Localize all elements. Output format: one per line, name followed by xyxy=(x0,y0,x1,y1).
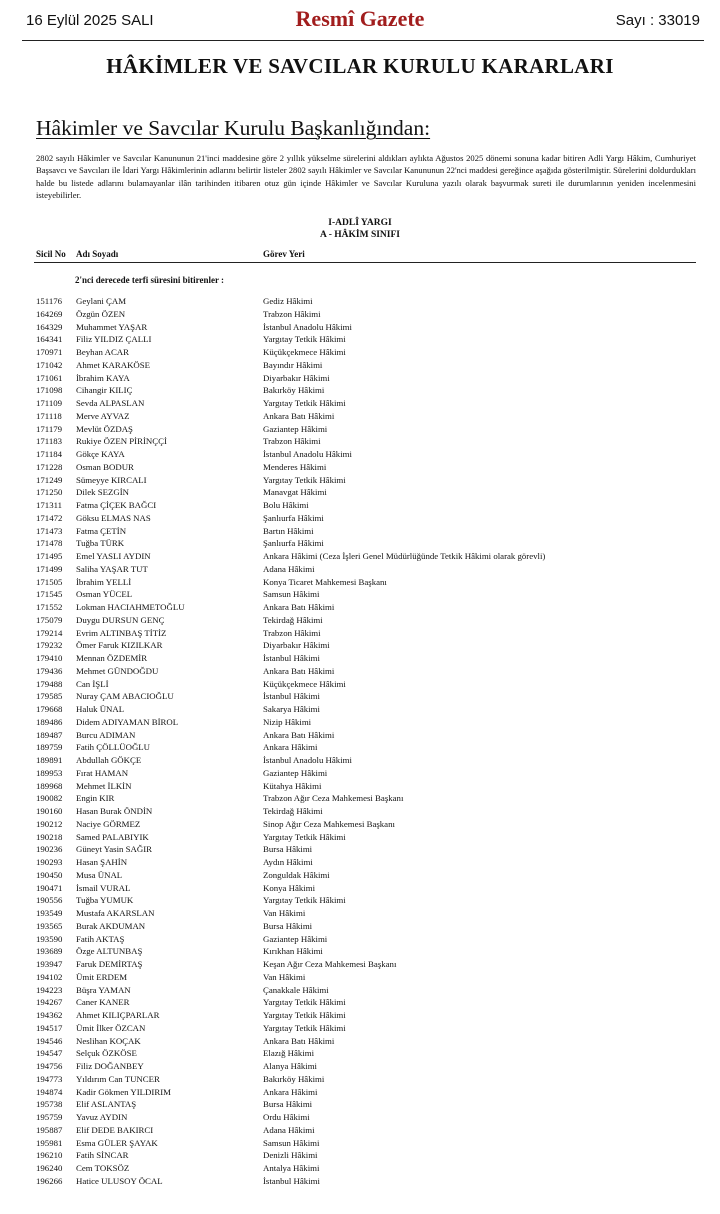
duty-station: Antalya Hâkimi xyxy=(263,1163,320,1173)
full-name: Cihangir KILIÇ xyxy=(76,385,133,396)
duty-station: Yargıtay Tetkik Hâkimi xyxy=(263,997,346,1008)
list-item xyxy=(0,410,720,423)
column-header-duty: Görev Yeri xyxy=(263,249,305,259)
sicil-no: 171098 xyxy=(36,385,63,396)
list-item xyxy=(0,856,720,869)
duty-station: Bayındır Hâkimi xyxy=(263,359,323,370)
duty-station: İstanbul Hâkimi xyxy=(263,691,320,702)
sicil-no: 171061 xyxy=(36,372,63,383)
list-item xyxy=(0,576,720,589)
list-item xyxy=(0,448,720,461)
duty-station: Yargıtay Tetkik Hâkimi xyxy=(263,474,346,485)
list-item xyxy=(0,321,720,334)
duty-station: Ankara Batı Hâkimi xyxy=(263,410,335,421)
sicil-no: 179585 xyxy=(36,691,63,702)
full-name: Haluk ÜNAL xyxy=(76,704,125,714)
full-name: Elif ASLANTAŞ xyxy=(76,1099,137,1110)
duty-station: Van Hâkimi xyxy=(263,971,306,982)
sicil-no: 179232 xyxy=(36,640,63,651)
full-name: Kadir Gökmen YILDIRIM xyxy=(76,1086,171,1097)
duty-station: Bakırköy Hâkimi xyxy=(263,385,325,396)
list-item xyxy=(0,1149,720,1162)
list-item xyxy=(0,818,720,831)
sicil-no: 179214 xyxy=(36,627,63,638)
duty-station: Sakarya Hâkimi xyxy=(263,704,320,714)
sicil-no: 190236 xyxy=(36,844,63,855)
duty-station: Denizli Hâkimi xyxy=(263,1150,318,1161)
duty-station: Yargıtay Tetkik Hâkimi xyxy=(263,398,346,408)
list-item xyxy=(0,678,720,691)
sicil-no: 164269 xyxy=(36,308,63,319)
list-item xyxy=(0,741,720,754)
sicil-no: 171495 xyxy=(36,551,63,561)
sicil-no: 190556 xyxy=(36,895,63,906)
duty-station: Küçükçekmece Hâkimi xyxy=(263,678,346,689)
list-item xyxy=(0,384,720,397)
sicil-no: 175079 xyxy=(36,614,63,625)
duty-station: Konya Hâkimi xyxy=(263,882,316,893)
duty-station: Bartın Hâkimi xyxy=(263,525,314,536)
full-name: Fatma ÇETİN xyxy=(76,525,127,536)
sicil-no: 171183 xyxy=(36,436,63,447)
sicil-no: 171109 xyxy=(36,398,63,408)
list-item xyxy=(0,461,720,474)
duty-station: Gaziantep Hâkimi xyxy=(263,423,328,434)
list-item xyxy=(0,984,720,997)
list-item xyxy=(0,359,720,372)
list-item xyxy=(0,588,720,601)
header-rule xyxy=(22,40,704,41)
list-item xyxy=(0,308,720,321)
duty-station: Şanlıurfa Hâkimi xyxy=(263,512,324,523)
duty-station: Manavgat Hâkimi xyxy=(263,487,327,498)
full-name: Samed PALABIYIK xyxy=(76,831,149,842)
sicil-no: 195738 xyxy=(36,1099,63,1110)
duty-station: İstanbul Hâkimi xyxy=(263,1175,320,1186)
full-name: Mehmet GÜNDOĞDU xyxy=(76,665,159,676)
column-header-id: Sicil No xyxy=(36,249,66,259)
duty-station: Tekirdağ Hâkimi xyxy=(263,614,323,625)
sicil-no: 194362 xyxy=(36,1010,63,1020)
full-name: Saliha YAŞAR TUT xyxy=(76,563,148,574)
list-item xyxy=(0,512,720,525)
full-name: Lokman HACIAHMETOĞLU xyxy=(76,602,185,612)
duty-station: İstanbul Anadolu Hâkimi xyxy=(263,449,352,459)
full-name: Abdullah GÖKÇE xyxy=(76,755,142,765)
list-item xyxy=(0,767,720,780)
full-name: Mustafa AKARSLAN xyxy=(76,908,155,918)
sicil-no: 171552 xyxy=(36,602,63,612)
full-name: Rukiye ÖZEN PİRİNÇÇİ xyxy=(76,436,167,447)
full-name: İbrahim KAYA xyxy=(76,372,130,383)
list-item xyxy=(0,1111,720,1124)
full-name: Osman BODUR xyxy=(76,461,134,472)
list-item xyxy=(0,295,720,308)
list-item xyxy=(0,690,720,703)
sicil-no: 171545 xyxy=(36,589,63,600)
sicil-no: 189487 xyxy=(36,729,63,740)
full-name: Mevlüt ÖZDAŞ xyxy=(76,423,133,434)
list-item xyxy=(0,614,720,627)
list-item xyxy=(0,945,720,958)
full-name: Naciye GÖRMEZ xyxy=(76,818,141,829)
column-header-rule xyxy=(34,262,696,263)
duty-station: Van Hâkimi xyxy=(263,908,306,918)
list-item xyxy=(0,996,720,1009)
duty-station: Diyarbakır Hâkimi xyxy=(263,372,330,383)
list-item xyxy=(0,601,720,614)
list-item xyxy=(0,1124,720,1137)
list-item xyxy=(0,435,720,448)
duty-station: İstanbul Hâkimi xyxy=(263,653,320,663)
full-name: Cem TOKSÖZ xyxy=(76,1163,130,1173)
subsection-heading: A - HÂKİM SINIFI xyxy=(320,230,400,240)
list-item xyxy=(0,843,720,856)
full-name: Ümit İlker ÖZCAN xyxy=(76,1022,146,1033)
full-name: Ahmet KILIÇPARLAR xyxy=(76,1010,160,1020)
list-item xyxy=(0,397,720,410)
announcement-paragraph: 2802 sayılı Hâkimler ve Savcılar Kanununun 21'inci maddesine göre 2 yıllık yükselme sürelerini aldıkları aylıkta Ağustos 2025 dönemi sonuna kadar bitiren Adli Yargı Hâkim, Cumhuriyet Başsavcı ve Savcıları ile İdari Yargı Hâkimlerinin adlarını belirtir listeler 2802 sayılı Hâkimler ve Savcılar Kanununun 22'nci maddesi gereğince aşağıda gösterilmiştir. Sürelerini doldurdukları halde bu listede adlarını bulamayanlar ilân tarihinden itibaren otuz gün içinde Hâkimler ve Savcılar Kuruluna yazılı olarak başvurmak sureti ile durumlarının yeniden incelenmesini isteyebilirler. xyxy=(36,153,696,201)
sicil-no: 171184 xyxy=(36,449,63,459)
duty-station: Elazığ Hâkimi xyxy=(263,1048,315,1059)
sicil-no: 179488 xyxy=(36,678,63,689)
list-item xyxy=(0,1086,720,1099)
list-item xyxy=(0,920,720,933)
duty-station: Yargıtay Tetkik Hâkimi xyxy=(263,1022,346,1033)
duty-station: Tekirdağ Hâkimi xyxy=(263,806,323,816)
sicil-no: 190293 xyxy=(36,857,63,867)
sicil-no: 193590 xyxy=(36,933,63,944)
sicil-no: 194546 xyxy=(36,1035,63,1046)
list-item xyxy=(0,627,720,640)
duty-station: Yargıtay Tetkik Hâkimi xyxy=(263,831,346,842)
full-name: Güneyt Yasin SAĞIR xyxy=(76,844,153,855)
list-item xyxy=(0,754,720,767)
sicil-no: 171473 xyxy=(36,525,63,536)
full-name: Yıldırım Can TUNCER xyxy=(76,1073,160,1084)
duty-station: Gediz Hâkimi xyxy=(263,296,313,306)
sicil-no: 194773 xyxy=(36,1073,63,1084)
full-name: Nuray ÇAM ABACIOĞLU xyxy=(76,691,174,702)
list-item xyxy=(0,1022,720,1035)
sicil-no: 164329 xyxy=(36,321,63,332)
full-name: Osman YÜCEL xyxy=(76,589,133,600)
duty-station: Ankara Hâkimi xyxy=(263,742,318,753)
duty-station: Ankara Batı Hâkimi xyxy=(263,729,335,740)
duty-station: Diyarbakır Hâkimi xyxy=(263,640,330,651)
full-name: Gökçe KAYA xyxy=(76,449,125,459)
full-name: Didem ADIYAMAN BİROL xyxy=(76,716,179,727)
sicil-no: 171505 xyxy=(36,576,63,587)
full-name: Burcu ADIMAN xyxy=(76,729,136,740)
duty-station: Ordu Hâkimi xyxy=(263,1112,310,1122)
column-header-name: Adı Soyadı xyxy=(76,249,119,259)
sicil-no: 189968 xyxy=(36,780,63,791)
sicil-no: 189891 xyxy=(36,755,63,765)
list-item xyxy=(0,499,720,512)
list-item xyxy=(0,1047,720,1060)
duty-station: Samsun Hâkimi xyxy=(263,589,320,600)
list-item xyxy=(0,716,720,729)
sicil-no: 193689 xyxy=(36,946,63,957)
sicil-no: 190082 xyxy=(36,793,63,804)
full-name: Musa ÜNAL xyxy=(76,869,123,880)
full-name: Can İŞLİ xyxy=(76,678,109,689)
full-name: İsmail VURAL xyxy=(76,882,131,893)
sicil-no: 170971 xyxy=(36,347,63,357)
duty-station: Yargıtay Tetkik Hâkimi xyxy=(263,334,346,345)
duty-station: Konya Ticaret Mahkemesi Başkanı xyxy=(263,576,387,587)
list-item xyxy=(0,665,720,678)
full-name: Faruk DEMİRTAŞ xyxy=(76,959,143,969)
list-item xyxy=(0,474,720,487)
duty-station: Yargıtay Tetkik Hâkimi xyxy=(263,1010,346,1020)
full-name: Ümit ERDEM xyxy=(76,971,128,982)
duty-station: İstanbul Anadolu Hâkimi xyxy=(263,755,352,765)
sicil-no: 194547 xyxy=(36,1048,63,1059)
section-heading: I-ADLÎ YARGI xyxy=(328,218,392,228)
duty-station: Keşan Ağır Ceza Mahkemesi Başkanı xyxy=(263,959,397,969)
list-item xyxy=(0,933,720,946)
list-item xyxy=(0,1175,720,1188)
duty-station: Gaziantep Hâkimi xyxy=(263,767,328,778)
full-name: Büşra YAMAN xyxy=(76,984,131,995)
full-name: Dilek SEZGİN xyxy=(76,487,130,498)
list-item xyxy=(0,780,720,793)
sicil-no: 193565 xyxy=(36,920,63,931)
full-name: Merve AYVAZ xyxy=(76,410,130,421)
duty-station: Bursa Hâkimi xyxy=(263,920,313,931)
sicil-no: 194223 xyxy=(36,984,63,995)
full-name: Sümeyye KIRCALI xyxy=(76,474,147,485)
judge-list xyxy=(0,295,720,1188)
list-item xyxy=(0,537,720,550)
duty-station: Adana Hâkimi xyxy=(263,563,315,574)
full-name: Neslihan KOÇAK xyxy=(76,1035,141,1046)
full-name: Muhammet YAŞAR xyxy=(76,321,148,332)
list-item xyxy=(0,882,720,895)
sicil-no: 195887 xyxy=(36,1124,63,1135)
list-item xyxy=(0,1035,720,1048)
sicil-no: 151176 xyxy=(36,296,63,306)
full-name: Esma GÜLER ŞAYAK xyxy=(76,1137,158,1148)
sicil-no: 189759 xyxy=(36,742,63,753)
list-item xyxy=(0,1162,720,1175)
issue-date: 16 Eylül 2025 SALI xyxy=(26,12,154,29)
duty-station: Bakırköy Hâkimi xyxy=(263,1073,325,1084)
sicil-no: 171042 xyxy=(36,359,63,370)
duty-station: Ankara Batı Hâkimi xyxy=(263,665,335,676)
group-label: 2'nci derecede terfi süresini bitirenler : xyxy=(75,275,225,285)
list-item xyxy=(0,831,720,844)
list-item xyxy=(0,423,720,436)
duty-station: Çanakkale Hâkimi xyxy=(263,984,329,995)
full-name: Evrim ALTINBAŞ TİTİZ xyxy=(76,627,167,638)
full-name: Caner KANER xyxy=(76,997,130,1008)
sicil-no: 171499 xyxy=(36,563,63,574)
duty-station: Ankara Batı Hâkimi xyxy=(263,602,335,612)
duty-station: Alanya Hâkimi xyxy=(263,1061,317,1071)
list-item xyxy=(0,1060,720,1073)
list-item xyxy=(0,563,720,576)
duty-station: Kütahya Hâkimi xyxy=(263,780,322,791)
duty-station: Yargıtay Tetkik Hâkimi xyxy=(263,895,346,906)
duty-station: Trabzon Hâkimi xyxy=(263,308,321,319)
gazette-header xyxy=(0,0,720,42)
sicil-no: 193549 xyxy=(36,908,63,918)
full-name: Hasan Burak ÖNDİN xyxy=(76,806,153,816)
duty-station: Ankara Batı Hâkimi xyxy=(263,1035,335,1046)
sicil-no: 179410 xyxy=(36,653,63,663)
sicil-no: 171118 xyxy=(36,410,62,421)
list-item xyxy=(0,1073,720,1086)
sicil-no: 171179 xyxy=(36,423,63,434)
duty-station: Sinop Ağır Ceza Mahkemesi Başkanı xyxy=(263,818,395,829)
full-name: Yavuz AYDIN xyxy=(76,1112,128,1122)
duty-station: Gaziantep Hâkimi xyxy=(263,933,328,944)
duty-station: İstanbul Anadolu Hâkimi xyxy=(263,321,352,332)
sicil-no: 190471 xyxy=(36,882,63,893)
sicil-no: 164341 xyxy=(36,334,63,345)
sicil-no: 196210 xyxy=(36,1150,63,1161)
sicil-no: 190212 xyxy=(36,818,63,829)
full-name: Mennan ÖZDEMİR xyxy=(76,653,148,663)
duty-station: Bursa Hâkimi xyxy=(263,1099,313,1110)
sicil-no: 189486 xyxy=(36,716,63,727)
sicil-no: 171478 xyxy=(36,538,63,549)
full-name: Selçuk ÖZKÖSE xyxy=(76,1048,137,1059)
sicil-no: 179436 xyxy=(36,665,63,676)
list-item xyxy=(0,1009,720,1022)
duty-station: Bolu Hâkimi xyxy=(263,500,309,510)
list-item xyxy=(0,971,720,984)
sicil-no: 171311 xyxy=(36,500,63,510)
full-name: Engin KIR xyxy=(76,793,115,804)
list-item xyxy=(0,372,720,385)
sicil-no: 171228 xyxy=(36,461,63,472)
sicil-no: 179668 xyxy=(36,704,63,714)
full-name: Emel YASLI AYDIN xyxy=(76,551,151,561)
full-name: Geylani ÇAM xyxy=(76,296,127,306)
sicil-no: 190160 xyxy=(36,806,63,816)
sicil-no: 195759 xyxy=(36,1112,63,1122)
duty-station: Küçükçekmece Hâkimi xyxy=(263,347,346,357)
list-item xyxy=(0,652,720,665)
full-name: Fırat HAMAN xyxy=(76,767,129,778)
sicil-no: 194517 xyxy=(36,1022,63,1033)
list-item xyxy=(0,958,720,971)
gazette-name: Resmî Gazete xyxy=(295,6,425,31)
full-name: Fatih AKTAŞ xyxy=(76,933,125,944)
full-name: Tuğba YUMUK xyxy=(76,895,134,906)
duty-station: Ankara Hâkimi xyxy=(263,1086,318,1097)
list-item xyxy=(0,525,720,538)
sicil-no: 171250 xyxy=(36,487,63,498)
list-item xyxy=(0,805,720,818)
sicil-no: 171249 xyxy=(36,474,63,485)
full-name: Fatma ÇİÇEK BAĞCI xyxy=(76,500,157,510)
list-item xyxy=(0,869,720,882)
main-title: HÂKİMLER VE SAVCILAR KURULU KARARLARI xyxy=(106,54,614,78)
list-item xyxy=(0,1137,720,1150)
full-name: Özgün ÖZEN xyxy=(76,308,126,319)
sicil-no: 189953 xyxy=(36,767,63,778)
sicil-no: 194756 xyxy=(36,1061,63,1071)
full-name: Sevda ALPASLAN xyxy=(76,398,145,408)
full-name: Filiz DOĞANBEY xyxy=(76,1061,144,1071)
sicil-no: 190450 xyxy=(36,869,63,880)
list-item xyxy=(0,894,720,907)
issue-number: Sayı : 33019 xyxy=(615,12,700,29)
full-name: Filiz YILDIZ ÇALLI xyxy=(76,334,152,345)
duty-station: Menderes Hâkimi xyxy=(263,461,327,472)
full-name: Ömer Faruk KIZILKAR xyxy=(76,640,163,651)
sicil-no: 196266 xyxy=(36,1175,63,1186)
full-name: Mehmet İLKİN xyxy=(76,780,132,791)
full-name: Hasan ŞAHİN xyxy=(76,857,128,867)
list-item xyxy=(0,729,720,742)
duty-station: Aydın Hâkimi xyxy=(263,857,313,867)
sicil-no: 194102 xyxy=(36,971,63,982)
list-item xyxy=(0,703,720,716)
duty-station: Trabzon Hâkimi xyxy=(263,627,321,638)
duty-station: Bursa Hâkimi xyxy=(263,844,313,855)
list-item xyxy=(0,792,720,805)
full-name: Göksu ELMAS NAS xyxy=(76,512,151,523)
sicil-no: 171472 xyxy=(36,512,63,523)
full-name: Hatice ULUSOY ÖCAL xyxy=(76,1175,163,1186)
duty-station: Samsun Hâkimi xyxy=(263,1137,320,1148)
sicil-no: 196240 xyxy=(36,1163,63,1173)
list-item xyxy=(0,550,720,563)
duty-station: Trabzon Ağır Ceza Mahkemesi Başkanı xyxy=(263,793,404,804)
issuer-title: Hâkimler ve Savcılar Kurulu Başkanlığından: xyxy=(36,116,431,140)
full-name: Beyhan ACAR xyxy=(76,347,130,357)
list-item xyxy=(0,639,720,652)
sicil-no: 194267 xyxy=(36,997,63,1008)
full-name: Fatih ÇÖLLÜOĞLU xyxy=(76,742,151,753)
full-name: Tuğba TÜRK xyxy=(76,538,125,549)
full-name: Özge ALTUNBAŞ xyxy=(76,946,143,957)
sicil-no: 193947 xyxy=(36,959,63,969)
full-name: Ahmet KARAKÖSE xyxy=(76,359,151,370)
duty-station: Trabzon Hâkimi xyxy=(263,436,321,447)
full-name: Elif DEDE BAKIRCI xyxy=(76,1124,154,1135)
list-item xyxy=(0,346,720,359)
duty-station: Kırıkhan Hâkimi xyxy=(263,946,323,957)
full-name: Burak AKDUMAN xyxy=(76,920,146,931)
list-item xyxy=(0,333,720,346)
duty-station: Şanlıurfa Hâkimi xyxy=(263,538,324,549)
duty-station: Adana Hâkimi xyxy=(263,1124,315,1135)
list-item xyxy=(0,486,720,499)
sicil-no: 195981 xyxy=(36,1137,63,1148)
full-name: İbrahim YELLİ xyxy=(76,576,132,587)
sicil-no: 190218 xyxy=(36,831,63,842)
duty-station: Nizip Hâkimi xyxy=(263,716,312,727)
full-name: Fatih SİNCAR xyxy=(76,1150,129,1161)
duty-station: Ankara Hâkimi (Ceza İşleri Genel Müdürlüğünde Tetkik Hâkimi olarak görevli) xyxy=(263,551,546,561)
list-item xyxy=(0,907,720,920)
sicil-no: 194874 xyxy=(36,1086,63,1097)
list-item xyxy=(0,1098,720,1111)
duty-station: Zonguldak Hâkimi xyxy=(263,869,330,880)
full-name: Duygu DURSUN GENÇ xyxy=(76,614,165,625)
